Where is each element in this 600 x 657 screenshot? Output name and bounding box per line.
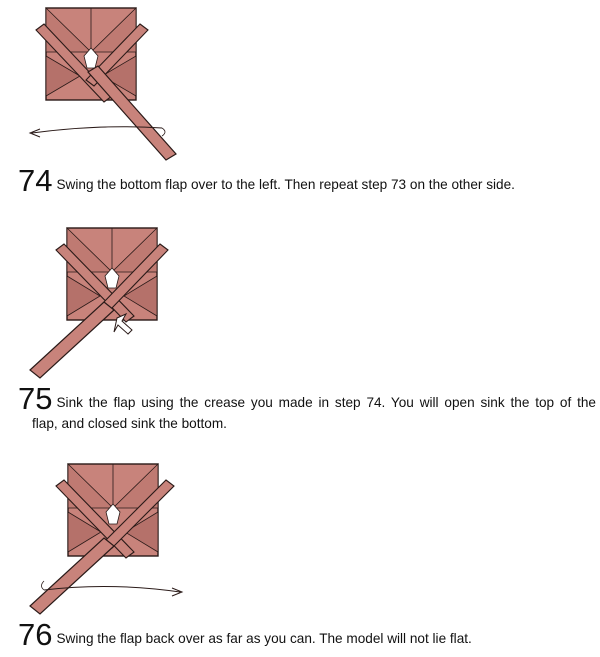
step-74-instruction	[18, 163, 596, 198]
step-text: Swing the bottom flap over to the left. Then repeat step 73 on the other side.	[56, 177, 515, 192]
step-number: 76	[18, 617, 53, 652]
step-75-diagram	[0, 220, 600, 380]
step-74-diagram	[0, 0, 600, 160]
step-76-diagram	[0, 458, 600, 618]
origami-model	[36, 8, 176, 160]
origami-model	[30, 228, 168, 378]
step-text: Swing the flap back over as far as you can. The model will not lie flat.	[56, 631, 472, 646]
step-76-instruction	[18, 617, 596, 652]
step-number: 75	[18, 381, 53, 416]
origami-model	[30, 464, 174, 614]
step-text-line-2: flap, and closed sink the bottom.	[32, 416, 227, 431]
step-75-instruction	[18, 381, 596, 434]
step-text-line-1: Sink the flap using the crease you made in step 74. You will open sink the top of the	[56, 395, 596, 410]
step-number: 74	[18, 163, 53, 198]
